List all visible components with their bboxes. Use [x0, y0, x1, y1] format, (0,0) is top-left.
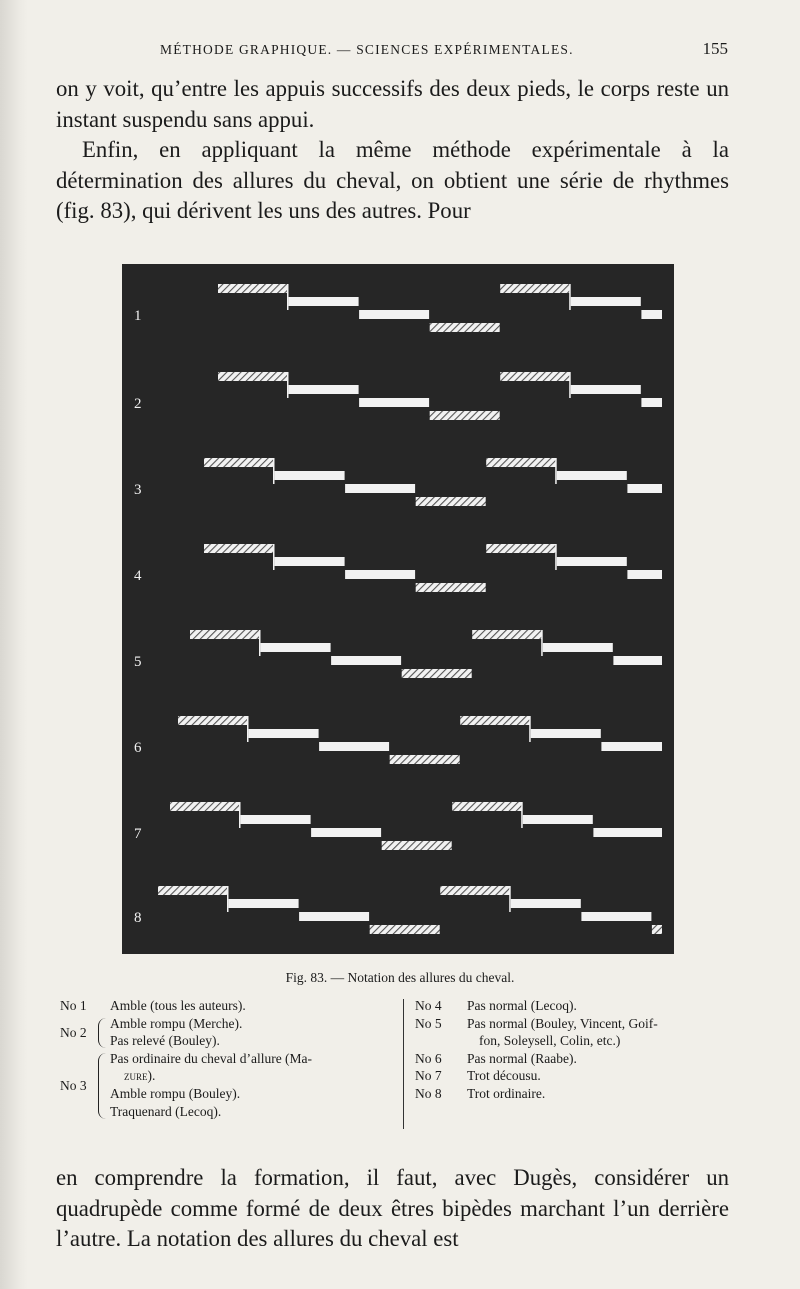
legend-entry-4	[415, 997, 745, 1015]
footfall-bar	[557, 557, 627, 566]
footfall-bar	[370, 925, 440, 934]
footfall-bar	[178, 716, 248, 725]
row-label-4: 4	[134, 568, 142, 584]
legend-number: No 4	[415, 998, 442, 1013]
legend-text: Pas normal (Lecoq).	[467, 998, 577, 1013]
paragraph-bottom: en comprendre la formation, il faut, avec Dugès, considérer un quadrupède comme formé de deux êtres bipèdes marchant l’un derrière l’autre. La notation des allures du cheval est	[56, 1165, 729, 1251]
legend-text: Pas ordinaire du cheval d’allure (Ma-	[110, 1050, 313, 1066]
legend-left-column	[60, 997, 400, 1120]
footfall-bar	[229, 899, 299, 908]
legend-entry-5	[415, 1015, 745, 1050]
footfall-bar	[523, 815, 593, 824]
footfall-bar	[511, 899, 581, 908]
legend-text: Trot décousu.	[467, 1068, 541, 1084]
footfall-bar	[430, 411, 500, 420]
legend-text: Amble rompu (Merche).	[110, 1015, 243, 1031]
footfall-bar	[345, 570, 415, 579]
legend-divider	[403, 999, 404, 1129]
footfall-bar	[460, 716, 530, 725]
transition-line	[509, 886, 511, 912]
row-label-5: 5	[134, 654, 142, 670]
footfall-bar	[472, 630, 542, 639]
legend-entry-8	[415, 1085, 745, 1103]
legend-number: No 7	[415, 1068, 442, 1084]
transition-line	[273, 458, 275, 484]
footfall-bar	[241, 815, 311, 824]
transition-line	[541, 630, 543, 656]
paragraph-top: on y voit, qu’entre les appuis successifs des deux pieds, le corps reste un instant suspendu sans appui.	[56, 76, 729, 132]
transition-line	[259, 630, 261, 656]
transition-line	[247, 716, 249, 742]
footfall-bar	[652, 925, 662, 934]
legend-entry-7	[415, 1067, 745, 1085]
row-label-8: 8	[134, 910, 142, 926]
footfall-bar	[275, 557, 345, 566]
footfall-bar	[486, 544, 556, 553]
running-head	[160, 39, 728, 62]
legend-text: Pas normal (Raabe).	[467, 1050, 577, 1066]
legend-right-column	[415, 997, 745, 1103]
legend-brace	[98, 1053, 107, 1119]
row-label-3: 3	[134, 482, 142, 498]
footfall-bar	[190, 630, 260, 639]
legend-text: Traquenard (Lecoq).	[110, 1103, 222, 1119]
footfall-bar	[204, 458, 274, 467]
footfall-bar	[218, 372, 288, 381]
figure-legend	[60, 997, 740, 1137]
footfall-bar	[500, 284, 570, 293]
legend-text: zure).	[124, 1068, 156, 1084]
footfall-bar	[359, 310, 429, 319]
footfall-bar	[289, 297, 359, 306]
row-label-1: 1	[134, 308, 142, 324]
footfall-bar	[440, 886, 510, 895]
footfall-bar	[249, 729, 319, 738]
footfall-bar	[416, 583, 486, 592]
footfall-bar	[593, 828, 662, 837]
legend-number: No 5	[415, 1015, 442, 1031]
transition-line	[555, 544, 557, 570]
legend-text: Pas normal (Bouley, Vincent, Goif-	[467, 1015, 658, 1031]
footfall-bar	[402, 669, 472, 678]
footfall-bar	[319, 742, 389, 751]
legend-text: Trot ordinaire.	[467, 1085, 546, 1101]
figure-83	[122, 264, 674, 954]
legend-number: No 8	[415, 1085, 442, 1101]
legend-number: No 2	[60, 1024, 87, 1040]
footfall-bar	[416, 497, 486, 506]
row-label-6: 6	[134, 740, 142, 756]
transition-line	[227, 886, 229, 912]
transition-line	[287, 284, 289, 310]
transition-line	[569, 284, 571, 310]
footfall-bar	[557, 471, 627, 480]
transition-line	[569, 372, 571, 398]
transition-line	[521, 802, 523, 828]
footfall-bar	[359, 398, 429, 407]
transition-line	[529, 716, 531, 742]
legend-number: No 6	[415, 1050, 442, 1066]
page-number: 155	[702, 39, 728, 58]
legend-entry-1	[60, 997, 400, 1015]
legend-text: Pas relevé (Bouley).	[110, 1033, 220, 1049]
footfall-bar	[581, 912, 651, 921]
footfall-bar	[486, 458, 556, 467]
footfall-bar	[627, 570, 662, 579]
running-head-title: MÉTHODE GRAPHIQUE. — SCIENCES EXPÉRIMENTALES.	[160, 42, 574, 57]
legend-text: fon, Soleysell, Colin, etc.)	[479, 1033, 621, 1049]
footfall-bar	[382, 841, 452, 850]
footfall-bar	[613, 656, 662, 665]
footfall-bar	[641, 398, 662, 407]
footfall-bar	[452, 802, 522, 811]
footfall-bar	[204, 544, 274, 553]
footfall-bar	[430, 323, 500, 332]
footfall-bar	[261, 643, 331, 652]
paragraph-second: Enfin, en appliquant la même méthode expérimentale à la détermination des allures du cheval, on obtient une série de rhythmes (fig. 83), qui dérivent les uns des autres. Pour	[56, 137, 729, 223]
footfall-bar	[275, 471, 345, 480]
footfall-bar	[500, 372, 570, 381]
footfall-bar	[531, 729, 601, 738]
footfall-bar	[289, 385, 359, 394]
footfall-bar	[345, 484, 415, 493]
page-binding-shadow	[0, 0, 28, 1289]
footfall-bar	[543, 643, 613, 652]
legend-entry-3	[60, 1050, 400, 1120]
footfall-bar	[311, 828, 381, 837]
legend-text: Amble rompu (Bouley).	[110, 1085, 241, 1101]
row-label-2: 2	[134, 396, 142, 412]
transition-line	[273, 544, 275, 570]
footfall-bar	[571, 297, 641, 306]
footfall-bar	[601, 742, 662, 751]
transition-line	[287, 372, 289, 398]
legend-text: Amble (tous les auteurs).	[110, 998, 246, 1013]
row-label-7: 7	[134, 826, 142, 842]
legend-entry-6	[415, 1050, 745, 1068]
footfall-bar	[158, 886, 228, 895]
legend-entry-2	[60, 1015, 400, 1050]
transition-line	[555, 458, 557, 484]
footfall-bar	[331, 656, 401, 665]
legend-brace	[98, 1018, 107, 1048]
transition-line	[239, 802, 241, 828]
footfall-bar	[218, 284, 288, 293]
footfall-bar	[571, 385, 641, 394]
footfall-bar	[390, 755, 460, 764]
footfall-bar	[170, 802, 240, 811]
figure-caption: Fig. 83. — Notation des allures du cheval.	[285, 970, 515, 985]
footfall-bar	[627, 484, 662, 493]
legend-number: No 1	[60, 998, 87, 1013]
legend-number: No 3	[60, 1077, 87, 1093]
gait-notation-diagram	[122, 264, 674, 954]
footfall-bar	[641, 310, 662, 319]
footfall-bar	[299, 912, 369, 921]
